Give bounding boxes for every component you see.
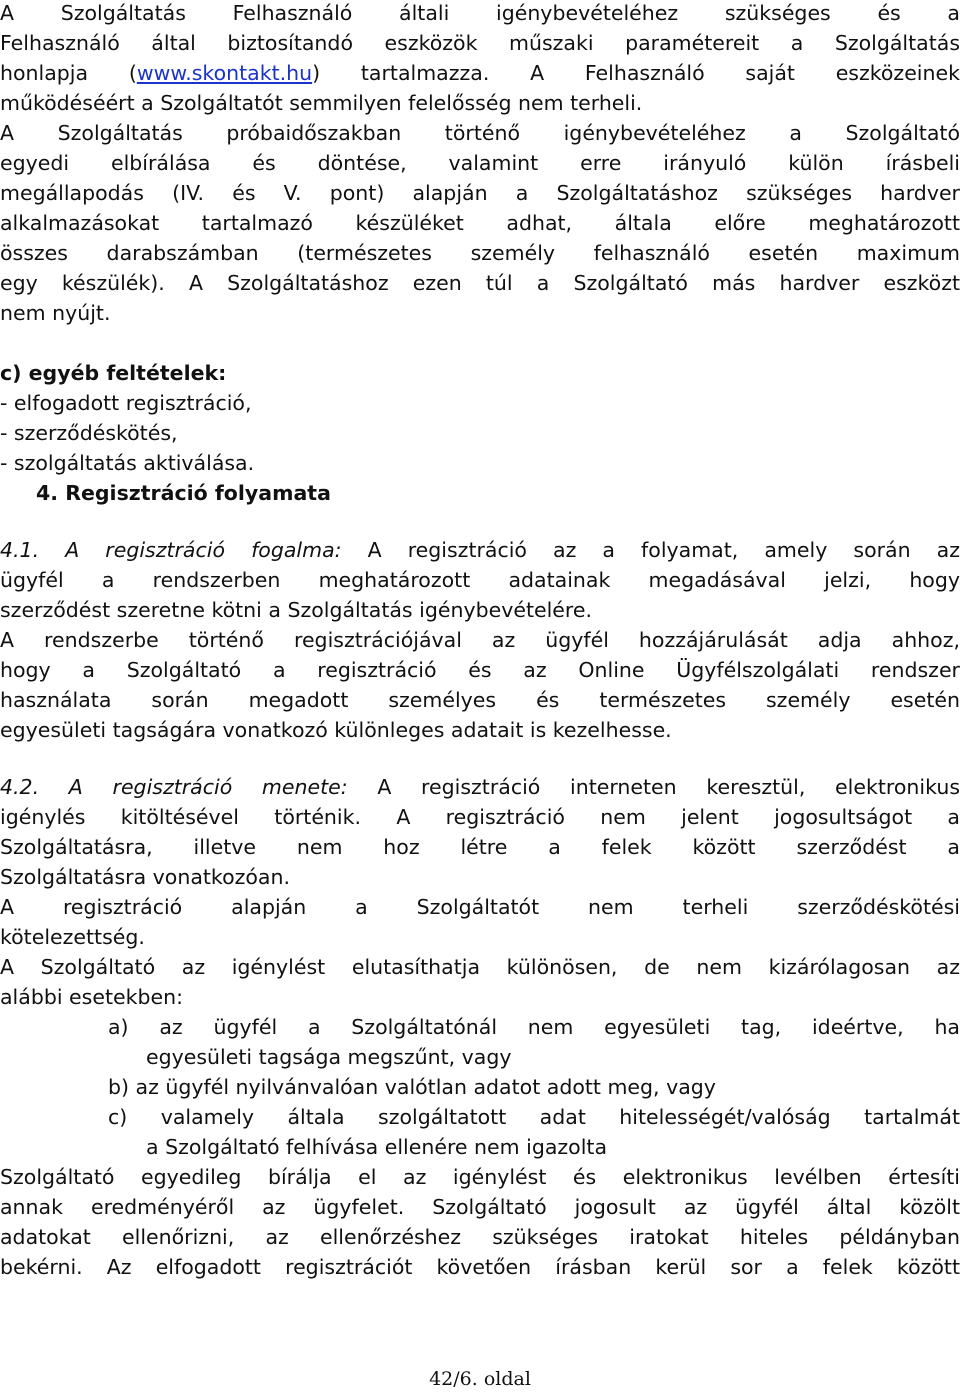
case-a-line-1: a) az ügyfél a Szolgáltatónál nem egyesületi tag, ideértve, ha xyxy=(108,1015,960,1039)
closing-line-3: adatokat ellenőrizni, az ellenőrzéshez szükséges iratokat hiteles példányban xyxy=(0,1225,960,1249)
other-conditions-heading: c) egyéb feltételek: xyxy=(0,361,227,385)
other-condition-item: - elfogadott regisztráció, xyxy=(0,391,252,415)
trial-line-7: nem nyújt. xyxy=(0,301,111,325)
s42-line-3: Szolgáltatásra, illetve nem hoz létre a felek között szerződést a xyxy=(0,835,960,859)
s41-number: 4.1. xyxy=(0,538,40,562)
closing-line-2: annak eredményéről az ügyfelet. Szolgáltató jogosult az ügyfél által közölt xyxy=(0,1195,960,1219)
trial-line-2: egyedi elbírálása és döntése, valamint erre irányuló külön írásbeli xyxy=(0,151,960,175)
s41-line-7: egyesületi tagságára vonatkozó különleges adatait is kezelhesse. xyxy=(0,718,672,742)
s42-number: 4.2. xyxy=(0,775,40,799)
s42-line-1-rest: A regisztráció interneten keresztül, elektronikus xyxy=(347,775,960,799)
s41-line-5: hogy a Szolgáltató a regisztráció és az Online Ügyfélszolgálati rendszer xyxy=(0,658,960,682)
s41-title: A regisztráció fogalma: xyxy=(39,538,342,562)
intro-line-3-pre: honlapja ( xyxy=(0,61,137,85)
s42-line-7: A Szolgáltató az igénylést elutasíthatja különösen, de nem kizárólagosan az xyxy=(0,955,960,979)
trial-line-6: egy készülék). A Szolgáltatáshoz ezen túl a Szolgáltató más hardver eszközt xyxy=(0,271,960,295)
other-condition-item: - szolgáltatás aktiválása. xyxy=(0,451,255,475)
section-4-heading: 4. Regisztráció folyamata xyxy=(36,481,331,505)
trial-line-3: megállapodás (IV. és V. pont) alapján a Szolgáltatáshoz szükséges hardver xyxy=(0,181,960,205)
s41-line-3: szerződést szeretne kötni a Szolgáltatás igénybevételére. xyxy=(0,598,593,622)
trial-line-1: A Szolgáltatás próbaidőszakban történő igénybevételéhez a Szolgáltató xyxy=(0,121,960,145)
case-b-line-1: b) az ügyfél nyilvánvalóan valótlan adatot adott meg, vagy xyxy=(108,1075,716,1099)
closing-line-1: Szolgáltató egyedileg bírálja el az igénylést és elektronikus levélben értesíti xyxy=(0,1165,960,1189)
intro-line-3 xyxy=(0,58,960,88)
s42-line-1 xyxy=(0,772,960,802)
s41-line-1-rest: A regisztráció az a folyamat, amely során az xyxy=(341,538,960,562)
website-link[interactable]: www.skontakt.hu xyxy=(136,61,313,85)
s41-line-1 xyxy=(0,535,960,565)
s41-line-6: használata során megadott személyes és természetes személy esetén xyxy=(0,688,960,712)
trial-line-5: összes darabszámban (természetes személy felhasználó esetén maximum xyxy=(0,241,960,265)
trial-line-4: alkalmazásokat tartalmazó készüléket adhat, általa előre meghatározott xyxy=(0,211,960,235)
page-number: 42/6. oldal xyxy=(429,1368,531,1390)
s42-line-6: kötelezettség. xyxy=(0,925,145,949)
intro-line-1: A Szolgáltatás Felhasználó általi igénybevételéhez szükséges és a xyxy=(0,1,960,25)
case-c-line-1: c) valamely általa szolgáltatott adat hitelességét/valóság tartalmát xyxy=(108,1105,960,1129)
s42-title: A regisztráció menete: xyxy=(39,775,348,799)
intro-line-4: működéséért a Szolgáltatót semmilyen felelősség nem terheli. xyxy=(0,91,643,115)
s41-line-2: ügyfél a rendszerben meghatározott adatainak megadásával jelzi, hogy xyxy=(0,568,960,592)
other-condition-item: - szerződéskötés, xyxy=(0,421,178,445)
s42-line-5: A regisztráció alapján a Szolgáltatót nem terheli szerződéskötési xyxy=(0,895,960,919)
s42-line-8: alábbi esetekben: xyxy=(0,985,184,1009)
intro-line-3-post: ) tartalmazza. A Felhasználó saját eszközeinek xyxy=(312,61,960,85)
s41-line-4: A rendszerbe történő regisztrációjával az ügyfél hozzájárulását adja ahhoz, xyxy=(0,628,960,652)
s42-line-2: igénylés kitöltésével történik. A regisztráció nem jelent jogosultságot a xyxy=(0,805,960,829)
closing-line-4: bekérni. Az elfogadott regisztrációt követően írásban kerül sor a felek között xyxy=(0,1255,960,1279)
s42-line-4: Szolgáltatásra vonatkozóan. xyxy=(0,865,290,889)
case-c-line-2: a Szolgáltató felhívása ellenére nem igazolta xyxy=(146,1135,608,1159)
case-a-line-2: egyesületi tagsága megszűnt, vagy xyxy=(146,1045,512,1069)
intro-line-2: Felhasználó által biztosítandó eszközök műszaki paramétereit a Szolgáltatás xyxy=(0,31,960,55)
